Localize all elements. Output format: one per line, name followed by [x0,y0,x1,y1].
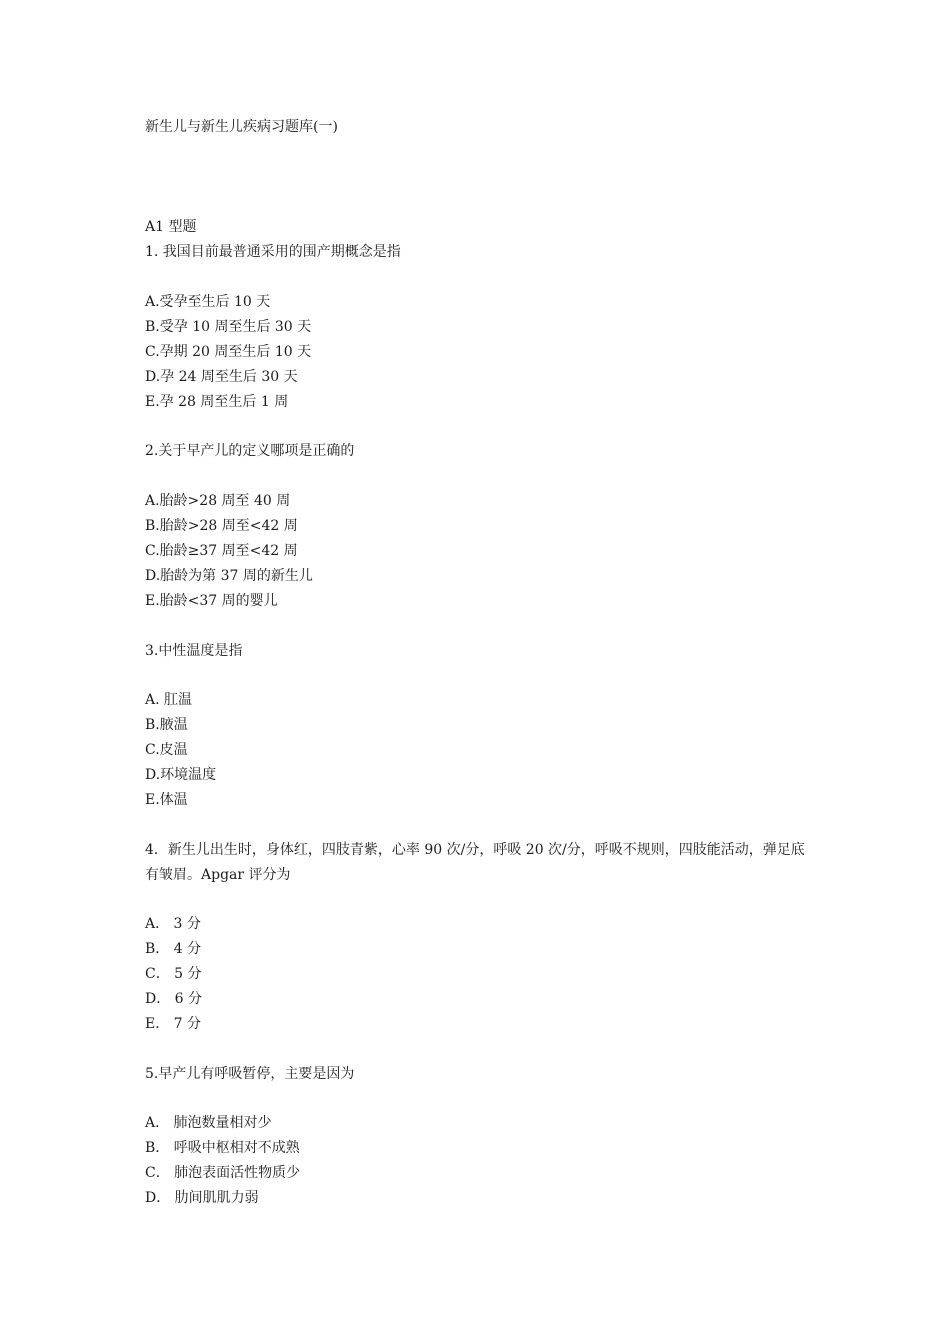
question-option: D． 6 分 [145,991,203,1007]
question-stem: 2.关于早产儿的定义哪项是正确的 [145,443,355,459]
question-option: C.皮温 [145,742,188,758]
question-option: B.受孕 10 周至生后 30 天 [145,319,312,335]
document-title: 新生儿与新生儿疾病习题库(一) [145,119,338,135]
question-option: C． 肺泡表面活性物质少 [145,1165,301,1181]
question-option: C.胎龄≥37 周至<42 周 [145,543,298,559]
question-option: A.受孕至生后 10 天 [145,294,271,310]
question-option: B． 呼吸中枢相对不成熟 [145,1140,300,1156]
question-stem: 1. 我国目前最普通采用的围产期概念是指 [145,244,401,260]
question-option: E． 7 分 [145,1016,202,1032]
question-option: E.体温 [145,792,188,808]
question-option: A． 肺泡数量相对少 [145,1115,272,1131]
question-option: A.胎龄>28 周至 40 周 [145,493,291,509]
question-option: B.胎龄>28 周至<42 周 [145,518,298,534]
question-option: E.胎龄<37 周的婴儿 [145,593,278,609]
question-option: D.环境温度 [145,767,217,783]
question-stem: 3.中性温度是指 [145,643,243,659]
question-option: D.胎龄为第 37 周的新生儿 [145,568,313,584]
section-heading: A1 型题 [145,219,197,235]
question-stem: 5.早产儿有呼吸暂停，主要是因为 [145,1066,355,1082]
question-option: A. 肛温 [145,692,193,708]
question-option: C． 5 分 [145,966,202,982]
question-option: D． 肋间肌肌力弱 [145,1190,259,1206]
question-stem: 4．新生儿出生时，身体红，四肢青紫，心率 90 次/分，呼吸 20 次/分，呼吸不规则，四肢能活动，弹足底有皱眉。Apgar 评分为 [145,842,805,883]
question-option: D.孕 24 周至生后 30 天 [145,369,298,385]
question-option: C.孕期 20 周至生后 10 天 [145,344,312,360]
question-option: B． 4 分 [145,941,202,957]
question-option: B.腋温 [145,717,188,733]
question-option: A． 3 分 [145,916,201,932]
question-option: E.孕 28 周至生后 1 周 [145,394,289,410]
